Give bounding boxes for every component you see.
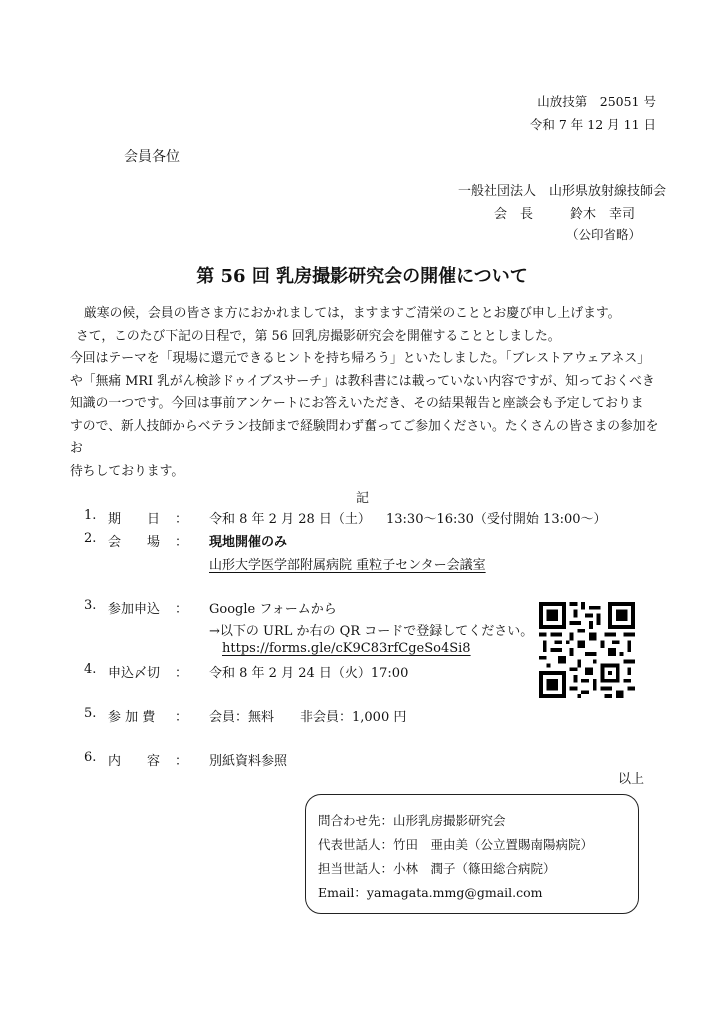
body-paragraph-3-line-4: すので、新人技師からベテラン技師まで経験問わず奮ってご参加ください。たくさんの皆さまの参加をお — [70, 418, 659, 456]
president-title: 会 長 — [494, 207, 534, 222]
item-2-value: 現地開催のみ — [209, 535, 288, 550]
qr-code-icon[interactable] — [539, 602, 635, 698]
body-paragraph-3-line-5: 待ちしております。 — [70, 463, 185, 479]
item-3-instruction: →以下の URL か右の QR コードで登録してください。 — [209, 624, 534, 639]
item-1-time: 13:30～16:30（受付開始 13:00～） — [386, 512, 607, 527]
item-2-number: 2. — [84, 531, 97, 546]
item-6-colon: ： — [175, 754, 189, 769]
reference-number: 山放技第 25051 号 — [537, 94, 656, 109]
item-1-number: 1. — [84, 508, 97, 523]
registration-url-link[interactable]: https://forms.gle/cK9C83rfCgeSo4Si8 — [222, 641, 471, 656]
item-5-number: 5. — [84, 706, 97, 721]
body-paragraph-1: 厳寒の候，会員の皆さま方におかれましては，ますますご清栄のこととお慶び申し上げます。 — [84, 306, 621, 321]
contact-line-1: 問合わせ先：山形乳房撮影研究会 — [318, 813, 506, 828]
body-paragraph-3-line-1: 今回はテーマを「現場に還元できるヒントを持ち帰ろう」といたしました。「ブレストアウェアネス」 — [70, 351, 650, 366]
ki-heading: 記 — [356, 491, 370, 506]
item-4-colon: ： — [175, 666, 189, 681]
sender-organization: 一般社団法人 山形県放射線技師会 — [458, 184, 667, 199]
item-1-colon: ： — [175, 512, 189, 527]
closing-mark: 以上 — [617, 772, 644, 787]
seal-note: （公印省略） — [566, 227, 642, 242]
document-title: 第 56 回 乳房撮影研究会の開催について — [196, 266, 528, 287]
item-4-number: 4. — [84, 662, 97, 677]
item-3-number: 3. — [84, 598, 97, 613]
item-1-value: 令和 8 年 2 月 28 日（土） — [209, 512, 371, 527]
item-3-label: 参加申込 — [108, 602, 161, 617]
contact-line-3: 担当世話人：小林 潤子（篠田総合病院） — [318, 861, 556, 876]
addressee: 会員各位 — [124, 149, 180, 165]
item-5-colon: ： — [175, 710, 189, 725]
item-6-label: 内 容 — [108, 754, 161, 769]
item-1-label: 期 日 — [108, 512, 161, 527]
item-3-colon: ： — [175, 602, 189, 617]
body-paragraph-3-line-2: や「無痛 MRI 乳がん検診ドゥイブスサーチ」は教科書には載っていない内容ですが、知っておくべき — [70, 373, 655, 389]
contact-box — [305, 794, 639, 914]
body-paragraph-2: さて，このたび下記の日程で，第 56 回乳房撮影研究会を開催することとしました。 — [76, 328, 561, 344]
issue-date: 令和 7 年 12 月 11 日 — [529, 117, 656, 132]
item-5-value: 会員：無料 非会員：1,000 円 — [209, 710, 407, 725]
item-4-value: 令和 8 年 2 月 24 日（火）17:00 — [209, 666, 409, 681]
contact-email[interactable]: Email：yamagata.mmg@gmail.com — [318, 885, 543, 900]
item-2-venue: 山形大学医学部附属病院 重粒子センター会議室 — [209, 558, 486, 573]
item-6-number: 6. — [84, 750, 97, 765]
contact-line-2: 代表世話人：竹田 亜由美（公立置賜南陽病院） — [318, 837, 594, 852]
item-2-label: 会 場 — [108, 535, 161, 550]
president-name: 鈴木 幸司 — [570, 207, 636, 222]
item-6-value: 別紙資料参照 — [209, 754, 288, 769]
body-paragraph-3-line-3: 知識の一つです。今回は事前アンケートにお答えいただき、その結果報告と座談会も予定しておりま — [70, 396, 644, 411]
item-5-label: 参 加 費 — [108, 710, 156, 725]
item-4-label: 申込〆切 — [108, 666, 161, 681]
body-text — [70, 303, 660, 483]
item-2-colon: ： — [175, 535, 189, 550]
item-3-value: Google フォームから — [209, 602, 337, 617]
